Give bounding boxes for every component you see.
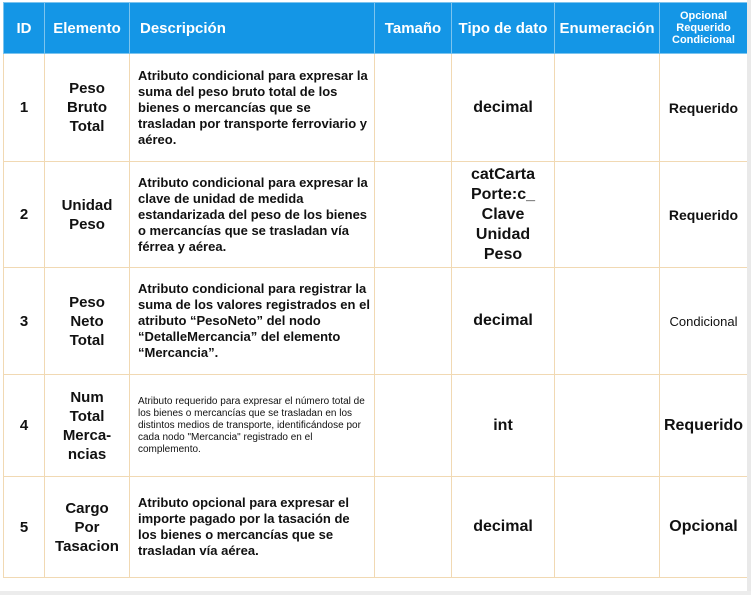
row-tamano <box>375 375 452 477</box>
row-elemento <box>45 268 130 375</box>
row-descripcion: Atributo condicional para expresar la clave de unidad de medida estandarizada del peso de los bienes o mercancías que se trasladan vía férrea y aérea. <box>130 162 375 268</box>
page-edge-shadow <box>747 0 751 595</box>
tipo-dato-line: decimal <box>473 98 533 116</box>
row-elemento <box>45 375 130 477</box>
elemento-line: Por <box>74 518 100 536</box>
header-opcional-line2: Requerido <box>676 22 731 34</box>
header-tipo-dato: Tipo de dato <box>452 3 555 54</box>
row-id: 3 <box>4 268 45 375</box>
attribute-spec-table <box>3 2 748 578</box>
elemento-line: Merca- <box>62 426 112 444</box>
row-enumeracion <box>555 375 660 477</box>
row-requerido: Requerido <box>660 162 748 268</box>
tipo-dato-line: Porte:c_ <box>470 185 536 203</box>
row-requerido: Requerido <box>660 54 748 162</box>
row-enumeracion <box>555 477 660 578</box>
row-elemento <box>45 54 130 162</box>
elemento-line: Total <box>69 407 105 425</box>
row-requerido: Opcional <box>660 477 748 578</box>
header-opcional-line3: Condicional <box>672 34 735 46</box>
elemento-line: ncias <box>67 445 107 463</box>
row-descripcion: Atributo condicional para registrar la suma de los valores registrados en el atributo “PesoNeto” del nodo “DetalleMercancia” del elemento “Mercancia”. <box>130 268 375 375</box>
row-enumeracion <box>555 54 660 162</box>
table-row <box>4 375 748 477</box>
row-elemento <box>45 162 130 268</box>
row-descripcion: Atributo requerido para expresar el número total de los bienes o mercancías que se trasladan en los distintos medios de transporte, identificándose por cada nodo "Mercancia" registrado en el complemento. <box>130 375 375 477</box>
header-tamano: Tamaño <box>375 3 452 54</box>
row-elemento <box>45 477 130 578</box>
tipo-dato-line: catCarta <box>470 165 536 183</box>
row-enumeracion <box>555 268 660 375</box>
row-tipo-dato <box>452 162 555 268</box>
row-tamano <box>375 162 452 268</box>
elemento-line: Total <box>69 118 105 135</box>
elemento-line: Num <box>70 388 104 406</box>
tipo-dato-line: int <box>493 416 513 434</box>
row-requerido: Requerido <box>660 375 748 477</box>
row-descripcion: Atributo condicional para expresar la suma del peso bruto total de los bienes o mercancías que se trasladan por transporte ferroviario y aéreo. <box>130 54 375 162</box>
header-id: ID <box>4 3 45 54</box>
elemento-line: Peso <box>69 215 105 233</box>
table-row <box>4 162 748 268</box>
tipo-dato-line: decimal <box>473 312 533 329</box>
row-enumeracion <box>555 162 660 268</box>
header-descripcion: Descripción <box>130 3 375 54</box>
row-tipo-dato <box>452 375 555 477</box>
row-id: 5 <box>4 477 45 578</box>
elemento-line: Peso <box>69 293 105 311</box>
row-descripcion: Atributo opcional para expresar el importe pagado por la tasación de los bienes o mercancías que se trasladan vía aérea. <box>130 477 375 578</box>
row-tamano <box>375 477 452 578</box>
elemento-line: Neto <box>70 312 104 330</box>
row-id: 4 <box>4 375 45 477</box>
tipo-dato-line: decimal <box>473 518 533 535</box>
table-row <box>4 268 748 375</box>
elemento-line: Peso <box>69 80 105 97</box>
row-id: 2 <box>4 162 45 268</box>
table-header-row <box>4 3 748 54</box>
table-row <box>4 477 748 578</box>
header-elemento: Elemento <box>45 3 130 54</box>
row-id: 1 <box>4 54 45 162</box>
elemento-line: Cargo <box>65 499 109 517</box>
row-tipo-dato <box>452 54 555 162</box>
row-tipo-dato <box>452 268 555 375</box>
elemento-line: Bruto <box>67 99 107 116</box>
tipo-dato-line: Clave <box>481 205 525 223</box>
row-tipo-dato <box>452 477 555 578</box>
tipo-dato-line: Peso <box>483 245 523 263</box>
row-tamano <box>375 268 452 375</box>
tipo-dato-line: Unidad <box>475 225 531 243</box>
row-requerido: Condicional <box>660 268 748 375</box>
table-row <box>4 54 748 162</box>
row-tamano <box>375 54 452 162</box>
page-edge-shadow <box>0 591 751 595</box>
elemento-line: Unidad <box>61 196 113 214</box>
header-opcional-requerido <box>660 3 748 54</box>
elemento-line: Tasacion <box>55 537 119 555</box>
elemento-line: Total <box>69 331 105 349</box>
header-opcional-line1: Opcional <box>679 10 728 22</box>
header-enumeracion: Enumeración <box>555 3 660 54</box>
